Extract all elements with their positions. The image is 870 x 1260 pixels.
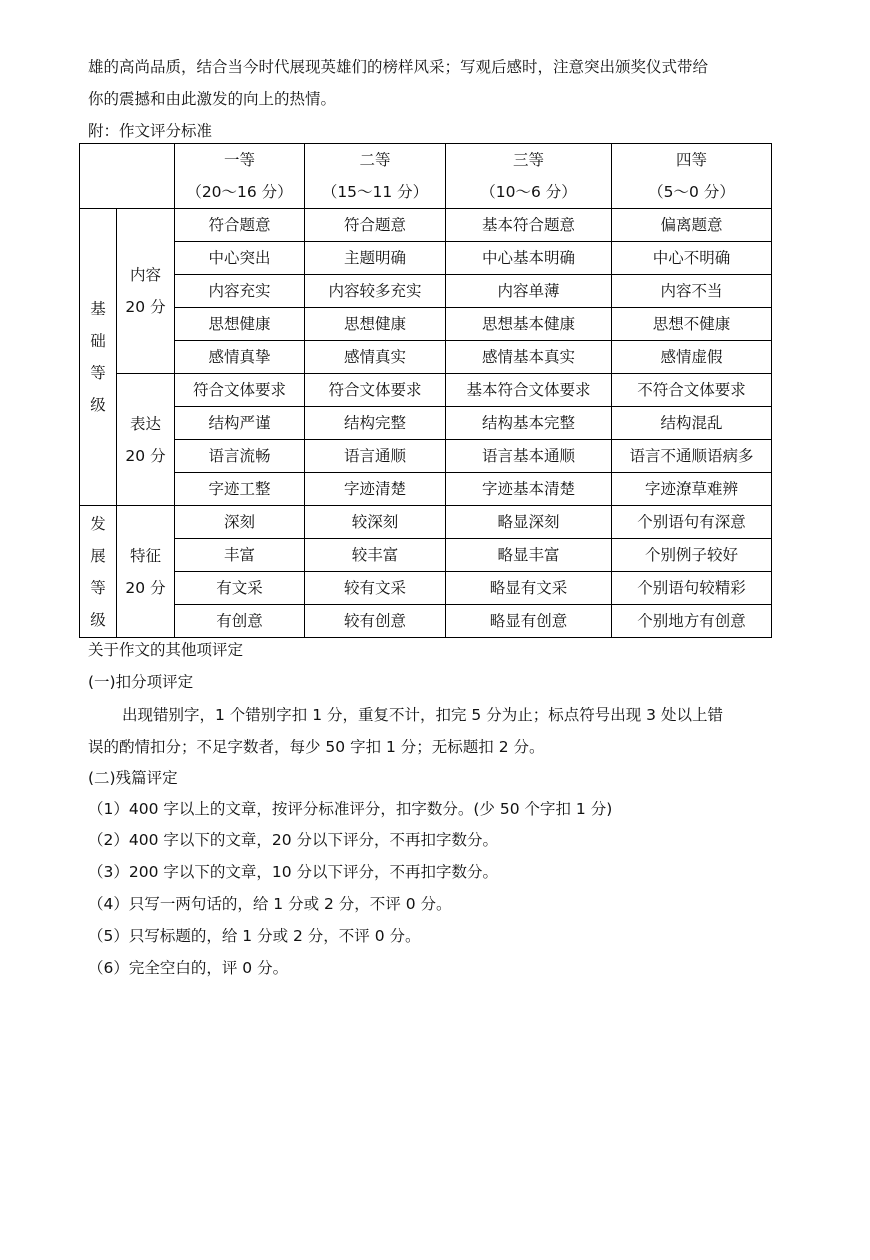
table-cell: 字迹潦草难辨: [612, 473, 772, 506]
table-cell: 基本符合文体要求: [446, 374, 612, 407]
table-cell: 语言流畅: [175, 440, 305, 473]
level-char: 等: [90, 578, 106, 597]
table-cell: 结构完整: [305, 407, 446, 440]
grade-range: （20～16 分）: [186, 183, 293, 201]
table-cell: 较深刻: [305, 506, 446, 539]
incomplete-item: （2）400 字以下的文章，20 分以下评分，不再扣字数分。: [88, 831, 499, 849]
level-label: [80, 506, 117, 638]
incomplete-item: （1）400 字以上的文章，按评分标准评分，扣字数分。(少 50 个字扣 1 分): [88, 800, 613, 818]
table-cell: 较丰富: [305, 539, 446, 572]
incomplete-item: （5）只写标题的，给 1 分或 2 分，不评 0 分。: [88, 927, 421, 945]
grade-name: 二等: [359, 151, 391, 169]
table-cell: 个别例子较好: [612, 539, 772, 572]
level-char: 级: [90, 610, 106, 629]
table-cell: 字迹清楚: [305, 473, 446, 506]
table-cell: 中心突出: [175, 242, 305, 275]
deduction-text-2: 误的酌情扣分；不足字数者，每少 50 字扣 1 分；无标题扣 2 分。: [88, 738, 545, 756]
table-cell: 较有文采: [305, 572, 446, 605]
grade-range: （5～0 分）: [648, 183, 735, 201]
table-cell: 偏离题意: [612, 209, 772, 242]
section-label: [117, 209, 175, 374]
table-cell: 感情真挚: [175, 341, 305, 374]
deduction-text-1: 出现错别字，1 个错别字扣 1 分，重复不计，扣完 5 分为止；标点符号出现 3 处以上错: [122, 706, 723, 724]
level-char: 础: [90, 332, 106, 350]
table-header-row: [80, 144, 772, 209]
section-name: 特征: [129, 546, 161, 565]
table-cell: 思想基本健康: [446, 308, 612, 341]
incomplete-item: （3）200 字以下的文章，10 分以下评分，不再扣字数分。: [88, 863, 499, 881]
level-char: 级: [90, 396, 106, 414]
table-row: [80, 539, 772, 572]
grade-name: 一等: [223, 151, 255, 169]
table-cell: 符合题意: [175, 209, 305, 242]
table-cell: 符合题意: [305, 209, 446, 242]
table-cell: 结构混乱: [612, 407, 772, 440]
table-cell: 中心不明确: [612, 242, 772, 275]
table-cell: 不符合文体要求: [612, 374, 772, 407]
table-cell: 思想健康: [175, 308, 305, 341]
table-cell: 略显有文采: [446, 572, 612, 605]
table-cell: 个别地方有创意: [612, 605, 772, 638]
intro-line-2: 你的震撼和由此激发的向上的热情。: [88, 90, 337, 108]
grade-header: [305, 144, 446, 209]
table-cell: 基本符合题意: [446, 209, 612, 242]
grade-header: [612, 144, 772, 209]
table-cell: 内容不当: [612, 275, 772, 308]
table-cell: 个别语句较精彩: [612, 572, 772, 605]
incomplete-item: （6）完全空白的，评 0 分。: [88, 959, 289, 977]
deduction-heading: (一)扣分项评定: [88, 673, 194, 691]
level-char: 展: [90, 546, 106, 565]
table-cell: 语言不通顺语病多: [612, 440, 772, 473]
level-char: 等: [90, 364, 106, 382]
table-cell: 思想健康: [305, 308, 446, 341]
table-row: [80, 242, 772, 275]
other-title: 关于作文的其他项评定: [88, 641, 244, 659]
table-cell: 语言通顺: [305, 440, 446, 473]
section-score: 20 分: [125, 298, 166, 316]
table-row: [80, 341, 772, 374]
table-cell: 主题明确: [305, 242, 446, 275]
table-row: [80, 440, 772, 473]
grade-name: 四等: [675, 151, 707, 169]
header-empty-cell: [80, 144, 175, 209]
incomplete-heading: (二)残篇评定: [88, 769, 178, 787]
table-cell: 内容较多充实: [305, 275, 446, 308]
table-cell: 略显有创意: [446, 605, 612, 638]
table-cell: 感情真实: [305, 341, 446, 374]
section-name: 内容: [129, 266, 161, 284]
grade-name: 三等: [512, 151, 544, 169]
table-cell: 字迹工整: [175, 473, 305, 506]
table-row: [80, 209, 772, 242]
table-cell: 内容充实: [175, 275, 305, 308]
table-cell: 有文采: [175, 572, 305, 605]
table-cell: 深刻: [175, 506, 305, 539]
table-cell: 丰富: [175, 539, 305, 572]
table-cell: 内容单薄: [446, 275, 612, 308]
table-cell: 结构严谨: [175, 407, 305, 440]
table-cell: 语言基本通顺: [446, 440, 612, 473]
table-cell: 较有创意: [305, 605, 446, 638]
table-cell: 感情基本真实: [446, 341, 612, 374]
table-cell: 符合文体要求: [175, 374, 305, 407]
table-row: [80, 506, 772, 539]
table-row: [80, 275, 772, 308]
level-label: [80, 209, 117, 506]
section-score: 20 分: [125, 446, 166, 465]
table-row: [80, 374, 772, 407]
table-cell: 思想不健康: [612, 308, 772, 341]
grade-header: [446, 144, 612, 209]
level-char: 基: [90, 300, 106, 318]
table-cell: 结构基本完整: [446, 407, 612, 440]
section-name: 表达: [129, 414, 161, 433]
incomplete-item: （4）只写一两句话的，给 1 分或 2 分，不评 0 分。: [88, 895, 452, 913]
table-cell: 中心基本明确: [446, 242, 612, 275]
section-label: [117, 506, 175, 638]
table-cell: 感情虚假: [612, 341, 772, 374]
grade-range: （15～11 分）: [321, 183, 429, 201]
table-row: [80, 473, 772, 506]
table-cell: 略显深刻: [446, 506, 612, 539]
table-cell: 略显丰富: [446, 539, 612, 572]
intro-line-1: 雄的高尚品质，结合当今时代展现英雄们的榜样风采；写观后感时，注意突出颁奖仪式带给: [88, 58, 709, 76]
section-label: [117, 374, 175, 506]
section-score: 20 分: [125, 578, 166, 597]
table-cell: 个别语句有深意: [612, 506, 772, 539]
table-row: [80, 407, 772, 440]
table-row: [80, 605, 772, 638]
appendix-heading: 附：作文评分标准: [88, 122, 213, 140]
table-cell: 字迹基本清楚: [446, 473, 612, 506]
table-cell: 有创意: [175, 605, 305, 638]
level-char: 发: [90, 514, 106, 533]
table-cell: 符合文体要求: [305, 374, 446, 407]
scoring-table: [79, 143, 772, 638]
table-row: [80, 308, 772, 341]
grade-header: [175, 144, 305, 209]
table-row: [80, 572, 772, 605]
grade-range: （10～6 分）: [480, 183, 577, 201]
